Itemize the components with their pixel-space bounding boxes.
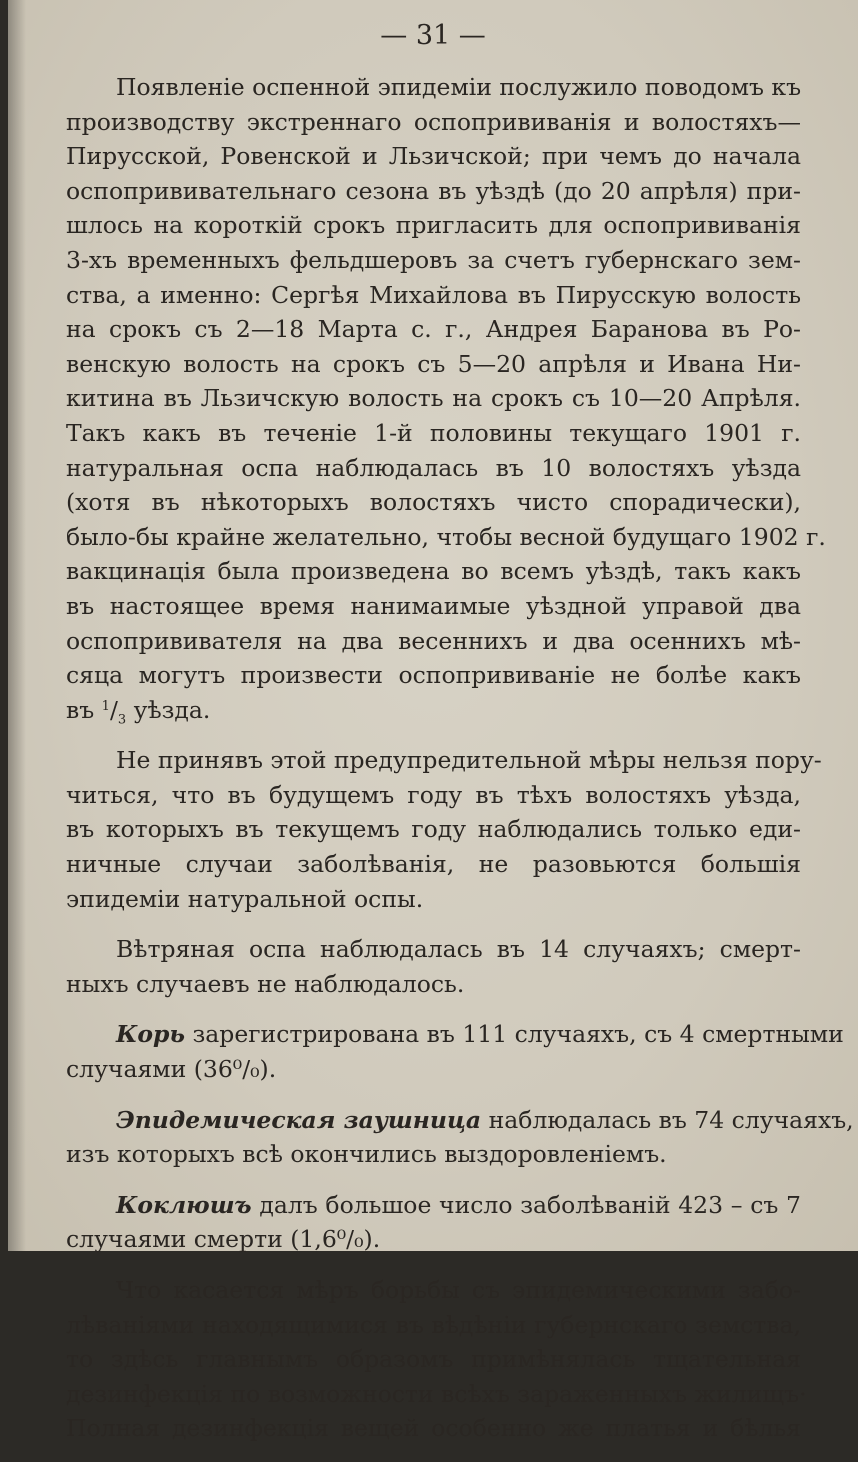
page-number: — 31 — <box>380 20 486 51</box>
text-line: то здѣсь главнымъ образомъ примѣнялась тщательная <box>66 1345 801 1374</box>
text-line: было-бы крайне желательно, чтобы весной будущаго 1902 г. <box>66 522 826 551</box>
text-line: читься, что въ будущемъ году въ тѣхъ волостяхъ уѣзда, <box>66 780 801 809</box>
page-text <box>66 70 854 1462</box>
text-line: вакцинація была произведена во всемъ уѣздѣ, такъ какъ <box>66 557 801 586</box>
text-run: наблюдалась въ 74 случаяхъ, <box>481 1105 854 1134</box>
text-line: оспопрививательнаго сезона въ уѣздѣ (до 20 апрѣля) при- <box>66 176 801 205</box>
text-line: эпидеміи натуральной оспы. <box>66 884 424 913</box>
paragraph-smallpox-vaccination <box>66 70 826 728</box>
text-line-fraction <box>66 693 801 728</box>
text-line: шлось на короткій срокъ пригласить для оспопрививанія <box>66 211 801 240</box>
text-line <box>66 1188 801 1223</box>
text-line: производству экстреннаго оспопрививанія и волостяхъ— <box>66 107 801 136</box>
text-line: (хотя въ нѣкоторыхъ волостяхъ чисто спорадически), <box>66 488 801 517</box>
text-line: Не принявъ этой предупредительной мѣры нельзя пору- <box>116 746 822 775</box>
text-line <box>66 1103 854 1138</box>
fraction-suffix: уѣзда. <box>126 695 211 724</box>
text-line: ныхъ случаевъ не наблюдалось. <box>66 969 465 998</box>
text-line: натуральная оспа наблюдалась въ 10 волостяхъ уѣзда <box>66 453 801 482</box>
text-line: случаями (36⁰/₀). <box>66 1055 277 1084</box>
text-line: въ которыхъ въ текущемъ году наблюдались только еди- <box>66 815 801 844</box>
text-line: изъ которыхъ всѣ окончились выздоровленіемъ. <box>66 1140 667 1169</box>
page-binding-shadow <box>8 0 26 1251</box>
text-line: оспопрививателя на два весеннихъ и два осеннихъ мѣ- <box>66 626 801 655</box>
paragraph-chickenpox <box>66 932 801 1001</box>
fraction-numerator: 1 <box>101 698 110 714</box>
text-line: Вѣтряная оспа наблюдалась въ 14 случаяхъ; смерт- <box>116 935 801 964</box>
paragraph-prevention <box>66 743 822 916</box>
disease-heading: Коклюшъ <box>116 1190 252 1219</box>
text-line: въ настоящее время нанимаимые уѣздной управой два <box>66 591 801 620</box>
fraction-denominator: 3 <box>117 712 127 728</box>
text-line: Что касается мѣръ борьбы съ эпидемическими забо- <box>116 1276 801 1304</box>
paragraph-disinfection <box>66 1273 807 1446</box>
text-line: Появленіе оспенной эпидеміи послужило поводомъ къ <box>116 73 802 101</box>
paragraph-whooping-cough <box>66 1188 801 1257</box>
disease-heading: Эпидемическая заушница <box>116 1105 482 1134</box>
fraction-slash: / <box>109 695 118 724</box>
text-line: на срокъ съ 2—18 Марта с. г., Андрея Баранова въ Ро- <box>66 315 801 344</box>
text-line: Пирусской, Ровенской и Льзичской; при чемъ до начала <box>66 142 801 171</box>
text-line: ничные случаи заболѣванія, не разовьются большія <box>66 850 801 879</box>
text-line: случаями смерти (1,6⁰/₀). <box>66 1225 381 1254</box>
text-run: зарегистрирована въ 111 случаяхъ, съ 4 смертными <box>185 1020 844 1049</box>
paragraph-measles <box>66 1017 844 1086</box>
text-line: 3-хъ временныхъ фельдшеровъ за счетъ губернскаго зем- <box>66 245 801 274</box>
disease-heading: Корь <box>116 1020 185 1049</box>
paragraph-mumps <box>66 1103 854 1172</box>
text-run: далъ большое число заболѣваній 423 – съ 7 <box>251 1190 801 1219</box>
text-line: дезинфекція по возможности всѣхъ зараженныхъ жилищъ· <box>66 1379 807 1408</box>
text-line: сяца могутъ произвести оспопрививаніе не болѣе какъ <box>66 661 801 690</box>
text-line: лѣваніями находящимися въ вѣдѣніи губернскаго земства, <box>66 1310 801 1339</box>
text-line: ства, а именно: Сергѣя Михайлова въ Пирусскую волость <box>66 280 801 309</box>
text-line: венскую волость на срокъ съ 5—20 апрѣля и Ивана Ни- <box>66 349 801 378</box>
text-line: Такъ какъ въ теченіе 1-й половины текущаго 1901 г. <box>66 418 801 447</box>
text-line <box>66 1017 844 1052</box>
fraction-prefix: въ <box>66 695 102 724</box>
book-page <box>8 0 858 1443</box>
text-line: китина въ Льзичскую волость на срокъ съ 10—20 Апрѣля. <box>66 384 801 413</box>
text-line: Полная дезинфекція вещей особенно же платья и бѣлья <box>66 1414 801 1443</box>
